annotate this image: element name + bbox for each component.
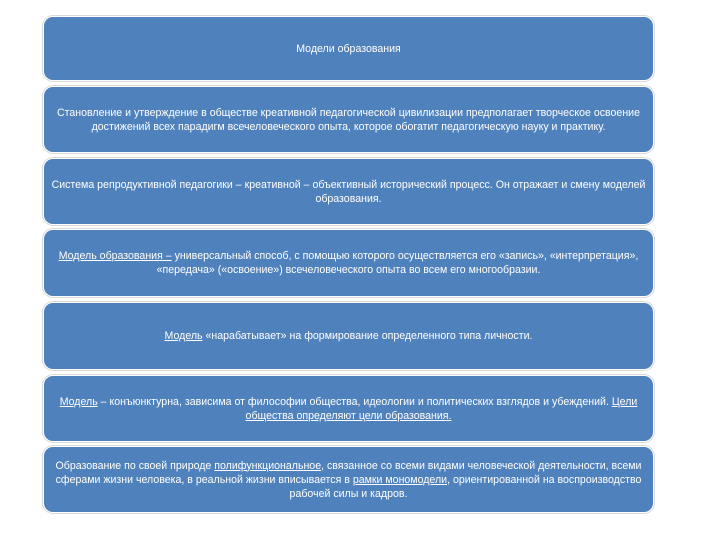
- block-creative-civilization: [43, 86, 654, 153]
- block-education-model-definition: [43, 229, 654, 297]
- title-text: Модели образования: [296, 42, 401, 55]
- conjuncture-term: Модель: [59, 395, 98, 408]
- definition-term: Модель образования –: [58, 250, 172, 262]
- polyfunctional-a: Образование по своей природе: [55, 459, 215, 472]
- block-creative-civilization-text: Становление и утверждение в обществе креативной педагогической цивилизации предполагает творческое освоение достижений всех парадигм всечеловеческого опыта, которое обогатит педагогическую науку и практику.: [57, 106, 640, 133]
- block-polyfunctional-text: [50, 459, 647, 501]
- polyfunctional-c: , ориентированной на воспроизводство рабочей силы и кадров.: [289, 473, 642, 500]
- monomodel-term: рамки мономодели: [352, 473, 448, 486]
- polyfunctional-b: связанное со всеми видами человеческой деятельности, всеми сферами жизни человека, в реальной жизни вписывается в: [55, 459, 642, 486]
- block-personality-type-text: [165, 329, 533, 343]
- conjuncture-goals: Цели общества определяют цели образования.: [245, 395, 638, 422]
- personality-term: Модель: [164, 330, 203, 342]
- block-personality-type: [43, 302, 654, 370]
- polyfunctional-term: полифункциональное,: [214, 459, 325, 472]
- block-education-model-definition-text: [50, 249, 647, 277]
- title-box: [43, 16, 654, 81]
- block-reproductive-pedagogy: [43, 158, 654, 225]
- personality-body: «нарабатывает» на формирование определенного типа личности.: [202, 330, 533, 342]
- block-conjuncture-text: [50, 395, 647, 423]
- block-conjuncture: [43, 375, 654, 442]
- definition-body: универсальный способ, с помощью которого осуществляется его «запись», «интерпретация», «передача» («освоение») всечеловеческого опыта во всем его многообразии.: [156, 250, 639, 276]
- block-reproductive-pedagogy-text: Система репродуктивной педагогики – креативной – объективный исторический процесс. Он отражает и смену моделей образования.: [51, 178, 646, 205]
- conjuncture-body: – конъюнктурна, зависима от философии общества, идеологии и политических взглядов и убеждений.: [97, 395, 612, 408]
- block-polyfunctional: [43, 446, 654, 513]
